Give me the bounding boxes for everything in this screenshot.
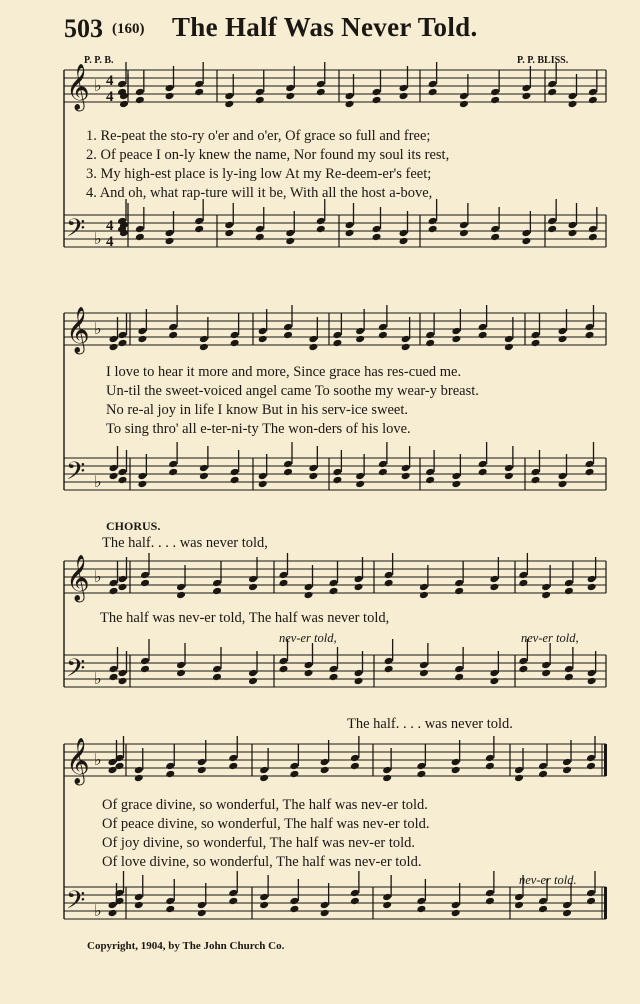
final-verse-1: Of grace divine, so wonderful, The half was nev-er told. xyxy=(102,797,428,813)
note-head xyxy=(547,225,557,234)
treble-clef-icon: 𝄞 xyxy=(66,64,90,110)
note-head xyxy=(489,677,499,686)
note-head xyxy=(289,905,299,914)
note-head xyxy=(350,762,360,771)
note-head xyxy=(485,897,495,906)
final-barline-thick xyxy=(604,887,607,919)
bass-clef-icon: 𝄢 xyxy=(66,654,86,689)
note-head xyxy=(258,480,268,489)
note-head xyxy=(230,476,240,485)
note-head xyxy=(350,897,360,906)
note-head xyxy=(137,480,147,489)
note-head xyxy=(255,96,265,105)
key-flat-icon: ♭ xyxy=(94,319,102,338)
note-head xyxy=(199,472,209,481)
note-head xyxy=(320,766,330,775)
note-head xyxy=(562,909,572,918)
note-head xyxy=(355,335,365,344)
key-flat-icon: ♭ xyxy=(94,76,102,95)
note-head xyxy=(531,339,541,348)
note-head xyxy=(135,96,145,105)
note-head xyxy=(587,677,597,686)
note-head xyxy=(568,229,578,238)
note-head xyxy=(108,909,118,918)
note-head xyxy=(489,583,499,592)
note-head xyxy=(118,476,128,485)
time-signature-top: 4 xyxy=(106,73,114,89)
note-head xyxy=(248,677,258,686)
final-verse-4: Of love divine, so wonderful, The half was nev-er told. xyxy=(102,854,422,870)
note-head xyxy=(308,472,318,481)
note-head xyxy=(279,579,289,588)
verse-2-line-b: Un-til the sweet-voiced angel came To soothe my wear-y breast. xyxy=(106,383,479,399)
composer-credit: P. P. BLISS. xyxy=(517,55,569,66)
note-head xyxy=(531,476,541,485)
note-head xyxy=(165,92,175,101)
note-head xyxy=(140,579,150,588)
note-head xyxy=(538,770,548,779)
chorus-top-cue: The half. . . . was never told, xyxy=(102,535,268,551)
note-head xyxy=(135,233,145,242)
treble-clef-icon: 𝄞 xyxy=(66,555,90,601)
note-head xyxy=(228,762,238,771)
note-head xyxy=(248,583,258,592)
note-head xyxy=(316,225,326,234)
note-head xyxy=(109,673,119,682)
note-head xyxy=(308,343,318,352)
key-flat-icon: ♭ xyxy=(94,472,102,491)
verse-4-line-a: 4. And oh, what rap-ture will it be, With all the host a-bove, xyxy=(86,185,433,201)
note-head xyxy=(224,100,234,109)
note-head xyxy=(419,669,429,678)
final-barline-thick xyxy=(604,744,607,776)
note-head xyxy=(514,901,524,910)
verse-4-line-b: To sing thro' all e-ter-ni-ty The won-ders of his love. xyxy=(106,421,411,437)
verse-3-line-a: 3. My high-est place is ly-ing low At my Re-deem-er's feet; xyxy=(86,166,432,182)
key-flat-icon: ♭ xyxy=(94,567,102,586)
copyright-notice: Copyright, 1904, by The John Church Co. xyxy=(87,940,285,952)
note-head xyxy=(354,677,364,686)
note-head xyxy=(586,897,596,906)
chorus-main-lyric: The half was nev-er told, The half was never told, xyxy=(100,610,390,626)
note-head xyxy=(332,476,342,485)
note-head xyxy=(588,233,598,242)
note-head xyxy=(585,331,595,340)
note-head xyxy=(165,237,175,246)
note-head xyxy=(285,92,295,101)
note-head xyxy=(401,472,411,481)
key-flat-icon: ♭ xyxy=(94,229,102,248)
note-head xyxy=(378,331,388,340)
note-head xyxy=(197,909,207,918)
chorus-bass-cue-2: nev-er told, xyxy=(521,631,579,645)
note-head xyxy=(212,587,222,596)
note-head xyxy=(568,100,578,109)
note-head xyxy=(399,237,409,246)
note-head xyxy=(459,229,469,238)
note-head xyxy=(401,343,411,352)
note-head xyxy=(378,468,388,477)
note-head xyxy=(118,677,128,686)
note-head xyxy=(372,233,382,242)
key-flat-icon: ♭ xyxy=(94,669,102,688)
note-head xyxy=(399,92,409,101)
note-head xyxy=(558,480,568,489)
note-head xyxy=(165,905,175,914)
note-head xyxy=(259,901,269,910)
note-head xyxy=(478,468,488,477)
hymn-title: The Half Was Never Told. xyxy=(172,12,478,42)
note-head xyxy=(459,100,469,109)
bass-clef-icon: 𝄢 xyxy=(66,214,86,249)
note-head xyxy=(419,591,429,600)
note-head xyxy=(355,480,365,489)
final-top-cue: The half. . . . was never told. xyxy=(347,716,513,732)
verse-1-line-b: I love to hear it more and more, Since grace has res-cued me. xyxy=(106,364,462,380)
note-head xyxy=(212,673,222,682)
treble-clef-icon: 𝄞 xyxy=(66,738,90,784)
time-signature-top: 4 xyxy=(106,218,114,234)
note-head xyxy=(354,583,364,592)
note-head xyxy=(285,237,295,246)
note-head xyxy=(329,673,339,682)
note-head xyxy=(416,905,426,914)
page-reference: (160) xyxy=(112,21,145,37)
note-head xyxy=(382,901,392,910)
note-head xyxy=(134,774,144,783)
note-head xyxy=(134,901,144,910)
note-head xyxy=(587,583,597,592)
note-head xyxy=(332,339,342,348)
bass-clef-icon: 𝄢 xyxy=(66,886,86,921)
note-head xyxy=(283,331,293,340)
note-head xyxy=(585,468,595,477)
note-head xyxy=(451,335,461,344)
verse-1-line-a: 1. Re-peat the sto-ry o'er and o'er, Of grace so full and free; xyxy=(86,128,431,144)
note-head xyxy=(564,587,574,596)
final-verse-3: Of joy divine, so wonderful, The half was nev-er told. xyxy=(102,835,416,851)
note-head xyxy=(255,233,265,242)
note-head xyxy=(490,233,500,242)
note-head xyxy=(259,774,269,783)
final-bass-cue: nev-er told. xyxy=(519,873,577,887)
note-head xyxy=(541,669,551,678)
note-head xyxy=(320,909,330,918)
chorus-bass-cue-1: nev-er told, xyxy=(279,631,337,645)
note-head xyxy=(454,587,464,596)
time-signature-bottom: 4 xyxy=(106,234,114,250)
note-head xyxy=(109,472,119,481)
note-head xyxy=(345,100,355,109)
note-head xyxy=(586,762,596,771)
note-head xyxy=(279,665,289,674)
note-head xyxy=(230,339,240,348)
note-head xyxy=(304,669,314,678)
note-head xyxy=(478,331,488,340)
note-head xyxy=(165,770,175,779)
note-head xyxy=(194,225,204,234)
note-head xyxy=(176,669,186,678)
note-head xyxy=(428,88,438,97)
note-head xyxy=(504,343,514,352)
note-head xyxy=(538,905,548,914)
note-head xyxy=(283,468,293,477)
note-head xyxy=(372,96,382,105)
note-head xyxy=(451,480,461,489)
verse-2-line-a: 2. Of peace I on-ly knew the name, Nor found my soul its rest, xyxy=(86,147,450,163)
note-head xyxy=(521,237,531,246)
note-head xyxy=(564,673,574,682)
note-head xyxy=(109,587,119,596)
note-head xyxy=(504,472,514,481)
hymn-number: 503 xyxy=(64,14,103,43)
chorus-label: CHORUS. xyxy=(106,519,161,533)
note-head xyxy=(109,343,119,352)
note-head xyxy=(345,229,355,238)
note-head xyxy=(199,343,209,352)
note-head xyxy=(514,774,524,783)
note-head xyxy=(137,335,147,344)
note-head xyxy=(428,225,438,234)
note-head xyxy=(118,583,128,592)
note-head xyxy=(118,339,128,348)
verse-3-line-b: No re-al joy in life I know But in his serv-ice sweet. xyxy=(106,402,409,418)
note-head xyxy=(588,96,598,105)
note-head xyxy=(316,88,326,97)
note-head xyxy=(416,770,426,779)
note-head xyxy=(384,665,394,674)
note-head xyxy=(194,88,204,97)
note-head xyxy=(329,587,339,596)
note-head xyxy=(558,335,568,344)
note-head xyxy=(289,770,299,779)
note-head xyxy=(518,665,528,674)
note-head xyxy=(518,579,528,588)
key-flat-icon: ♭ xyxy=(94,750,102,769)
treble-clef-icon: 𝄞 xyxy=(66,307,90,353)
note-head xyxy=(384,579,394,588)
note-head xyxy=(451,766,461,775)
bass-clef-icon: 𝄢 xyxy=(66,457,86,492)
note-head xyxy=(197,766,207,775)
time-signature-bottom: 4 xyxy=(106,89,114,105)
note-head xyxy=(258,335,268,344)
note-head xyxy=(490,96,500,105)
note-head xyxy=(541,591,551,600)
note-head xyxy=(382,774,392,783)
note-head xyxy=(140,665,150,674)
note-head xyxy=(425,476,435,485)
note-head xyxy=(454,673,464,682)
note-head xyxy=(425,339,435,348)
note-head xyxy=(224,229,234,238)
note-head xyxy=(168,468,178,477)
note-head xyxy=(168,331,178,340)
note-head xyxy=(547,88,557,97)
note-head xyxy=(176,591,186,600)
key-flat-icon: ♭ xyxy=(94,901,102,920)
note-head xyxy=(228,897,238,906)
final-verse-2: Of peace divine, so wonderful, The half was nev-er told. xyxy=(102,816,430,832)
note-head xyxy=(562,766,572,775)
note-head xyxy=(521,92,531,101)
note-head xyxy=(304,591,314,600)
note-head xyxy=(451,909,461,918)
lyricist-credit: P. P. B. xyxy=(84,55,114,66)
note-head xyxy=(485,762,495,771)
